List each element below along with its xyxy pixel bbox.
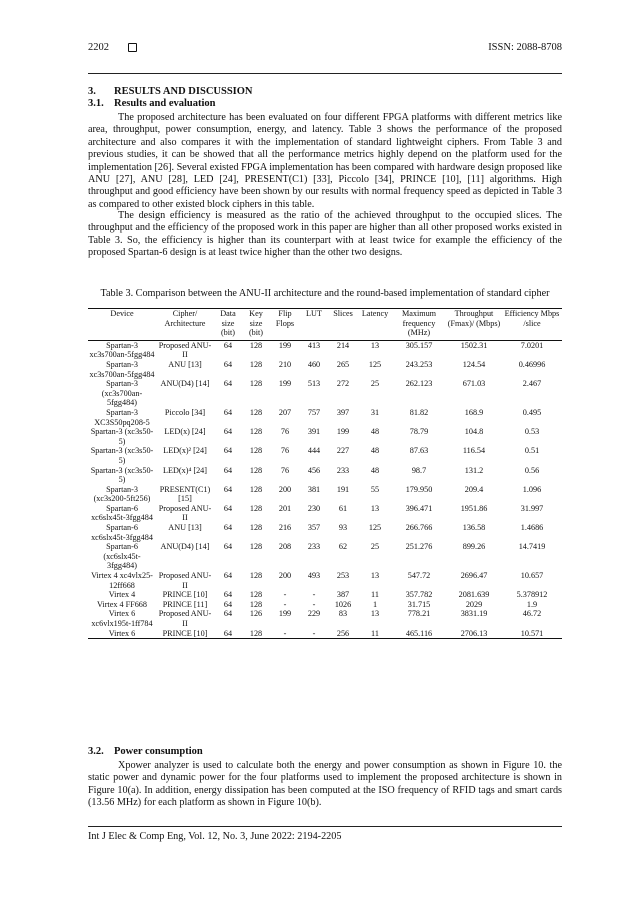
- paragraph: The design efficiency is measured as the ratio of the achieved throughput to the occupied slices. The throughput and the efficiency of the proposed work in this paper are higher than all other proposed works existed in Table 3. So, the efficiency is higher than its counterpart with at least twice for example the efficiency of the proposed Spartan-6 design is at least twice higher than the other two designs.: [88, 210, 562, 259]
- table-cell: 10.571: [502, 629, 562, 639]
- table-cell: 10.657: [520, 571, 544, 581]
- table-cell: 13: [370, 609, 380, 619]
- table-cell: 444: [307, 446, 321, 456]
- square-bullet-icon: [128, 43, 137, 52]
- table-cell: 381: [307, 484, 321, 494]
- table-cell: LED(x)² [24]: [163, 446, 207, 456]
- table-cell: 128: [249, 590, 263, 600]
- table-cell: 64: [223, 427, 233, 437]
- column-header: Flip Flops: [270, 309, 300, 341]
- table-cell: 46.72: [522, 609, 542, 619]
- table-cell: 357: [307, 523, 321, 533]
- table-cell: 128: [242, 629, 270, 639]
- table-cell: Virtex 6 xc6vlx195t-1ff784: [91, 609, 153, 628]
- table-cell: 48: [370, 446, 380, 456]
- table-body: [88, 340, 562, 638]
- table-cell: 76: [280, 427, 290, 437]
- table-cell: 25: [370, 542, 380, 552]
- column-header: Data size (bit): [214, 309, 242, 341]
- table-cell: 2696.47: [460, 571, 488, 581]
- table-cell: 200: [278, 571, 292, 581]
- table-cell: 124.54: [462, 359, 486, 369]
- table-row: [88, 590, 562, 600]
- table-row: [88, 466, 562, 485]
- table-cell: 61: [338, 503, 348, 513]
- table-cell: PRINCE [11]: [162, 599, 208, 609]
- table-cell: 116.54: [462, 446, 486, 456]
- table-row: [88, 571, 562, 590]
- table-cell: 357.782: [405, 590, 433, 600]
- column-header: Key size (bit): [242, 309, 270, 341]
- table-cell: 64: [223, 590, 233, 600]
- table-cell: 547.72: [407, 571, 431, 581]
- table-cell: 179.950: [405, 484, 433, 494]
- table-cell: -: [312, 599, 316, 609]
- table-cell: 13: [370, 503, 380, 513]
- subsection-heading-power: [88, 746, 203, 757]
- table-cell: Proposed ANU-II: [158, 340, 212, 360]
- table-cell: 128: [249, 465, 263, 475]
- table-cell: 256: [328, 629, 358, 639]
- table-cell: 0.53: [524, 427, 540, 437]
- table-cell: 460: [307, 359, 321, 369]
- table-row: [88, 446, 562, 465]
- table-cell: ANU [13]: [168, 523, 202, 533]
- table-cell: 62: [338, 542, 348, 552]
- footer-rule: [88, 826, 562, 827]
- header-rule: [88, 73, 562, 74]
- table-cell: 2706.13: [446, 629, 502, 639]
- table-row: [88, 504, 562, 523]
- table-cell: ANU(D4) [14]: [160, 379, 210, 389]
- table-cell: Spartan-3 (xc3s50-5): [90, 446, 154, 465]
- table-cell: 0.51: [524, 446, 540, 456]
- table-cell: 899.26: [462, 542, 486, 552]
- table-cell: 265: [336, 359, 350, 369]
- table-cell: 0.46996: [518, 359, 546, 369]
- table-cell: 31.715: [407, 599, 431, 609]
- table-cell: Virtex 4: [108, 590, 136, 600]
- page-number: 2202: [88, 42, 109, 53]
- table-cell: 493: [307, 571, 321, 581]
- table-cell: 199: [278, 609, 292, 619]
- table-header-row: [88, 309, 562, 341]
- table-cell: Spartan-6 xc6slx45t-3fgg484: [91, 523, 153, 542]
- table-cell: 262.123: [405, 379, 433, 389]
- table-cell: 391: [307, 427, 321, 437]
- table-cell: 128: [249, 446, 263, 456]
- table-cell: 128: [249, 571, 263, 581]
- table-cell: Proposed ANU-II: [158, 609, 212, 628]
- table-cell: 3831.19: [460, 609, 488, 619]
- table-cell: 13: [370, 571, 380, 581]
- column-header: Maximum frequency (MHz): [392, 309, 446, 341]
- table-cell: 5.378912: [516, 590, 548, 600]
- table-cell: -: [312, 590, 316, 600]
- table-cell: 209.4: [464, 484, 484, 494]
- table-row: [88, 427, 562, 446]
- table-cell: 0.56: [524, 465, 540, 475]
- table-cell: 128: [249, 379, 263, 389]
- table-cell: 397: [336, 407, 350, 417]
- table-cell: 64: [223, 503, 233, 513]
- table-caption: Table 3. Comparison between the ANU-II architecture and the round-based implementation of standard cipher: [100, 288, 550, 299]
- table-row: [88, 408, 562, 427]
- table-row: [88, 379, 562, 408]
- table-cell: 207: [278, 407, 292, 417]
- table-cell: 128: [249, 407, 263, 417]
- table-cell: Spartan-6 xc6slx45t-3fgg484: [91, 503, 153, 523]
- table-cell: 778.21: [407, 609, 431, 619]
- column-header: Throughput (Fmax)/ (Mbps): [446, 309, 502, 341]
- table-cell: 31: [370, 407, 380, 417]
- table-cell: 214: [336, 340, 350, 350]
- table-cell: 128: [249, 359, 263, 369]
- table-cell: 64: [223, 446, 233, 456]
- table-cell: -: [283, 590, 287, 600]
- table-cell: 210: [278, 359, 292, 369]
- table-cell: 396.471: [405, 503, 433, 513]
- table-cell: 1.9: [526, 599, 538, 609]
- table-cell: 191: [336, 484, 350, 494]
- table-cell: 1.4686: [520, 523, 544, 533]
- table-cell: 128: [249, 427, 263, 437]
- table-cell: Virtex 4 FF668: [97, 599, 147, 609]
- table-cell: 1.096: [522, 484, 542, 494]
- table-cell: ANU(D4) [14]: [160, 542, 210, 552]
- table-cell: 125: [368, 359, 382, 369]
- table-cell: -: [270, 629, 300, 639]
- column-header: Device: [88, 309, 156, 341]
- table-cell: 168.9: [464, 407, 484, 417]
- table-cell: Proposed ANU-II: [158, 503, 212, 523]
- table-cell: 513: [307, 379, 321, 389]
- table-cell: 64: [223, 609, 233, 619]
- table-cell: 671.03: [462, 379, 486, 389]
- table-cell: Spartan-3 (xc3s200-5ft256): [93, 484, 151, 504]
- table-cell: 2.467: [522, 379, 542, 389]
- table-cell: 81.82: [409, 407, 429, 417]
- table-cell: 2029: [465, 599, 483, 609]
- table-cell: 1026: [334, 599, 352, 609]
- table-cell: 243.253: [405, 359, 433, 369]
- table-cell: 76: [280, 465, 290, 475]
- table-cell: 230: [307, 503, 321, 513]
- table-cell: 208: [278, 542, 292, 552]
- table-cell: 272: [336, 379, 350, 389]
- table-cell: 7.0201: [520, 340, 544, 350]
- table-cell: Virtex 6: [88, 629, 156, 639]
- table-cell: 128: [249, 340, 263, 350]
- table-row: [88, 629, 562, 639]
- table-cell: 48: [370, 427, 380, 437]
- table-cell: 25: [370, 379, 380, 389]
- column-header: Cipher/ Architecture: [156, 309, 214, 341]
- column-header: Latency: [358, 309, 392, 341]
- table-cell: LED(x)⁴ [24]: [162, 465, 207, 475]
- table-cell: 93: [338, 523, 348, 533]
- table-cell: 76: [280, 446, 290, 456]
- subsection-title: Power consumption: [114, 746, 203, 757]
- table-cell: 1: [372, 599, 378, 609]
- table-row: [88, 340, 562, 360]
- table-cell: 11: [358, 629, 392, 639]
- table-cell: 64: [214, 629, 242, 639]
- table-cell: 200: [278, 484, 292, 494]
- table-cell: PRINCE [10]: [156, 629, 214, 639]
- table-cell: 229: [307, 609, 321, 619]
- table-cell: 305.157: [405, 340, 433, 350]
- table-cell: -: [283, 599, 287, 609]
- table-cell: Spartan-3 XC3S50pq208-5: [94, 407, 150, 427]
- table-cell: Spartan-3 (xc3s700an-5fgg484): [101, 379, 143, 408]
- issn: ISSN: 2088-8708: [488, 42, 562, 53]
- table-cell: 128: [249, 484, 263, 494]
- table-cell: 64: [223, 571, 233, 581]
- table-cell: Spartan-6 (xc6slx45t-3fgg484): [103, 542, 141, 571]
- table-cell: 233: [336, 465, 350, 475]
- table-cell: Proposed ANU-II: [158, 571, 212, 590]
- table-cell: 125: [368, 523, 382, 533]
- table-cell: 199: [278, 379, 292, 389]
- comparison-table: [88, 308, 562, 639]
- subsection-number: 3.1.: [88, 98, 104, 109]
- table-cell: 64: [223, 359, 233, 369]
- table-cell: 201: [278, 503, 292, 513]
- table-cell: 64: [223, 523, 233, 533]
- table-row: [88, 609, 562, 628]
- table-cell: 64: [223, 465, 233, 475]
- table-row: [88, 360, 562, 379]
- table-cell: 64: [223, 379, 233, 389]
- subsection-heading-results: [88, 98, 216, 109]
- table-cell: 64: [223, 340, 233, 350]
- page-header: [88, 40, 562, 58]
- table-cell: 233: [307, 542, 321, 552]
- table-cell: Piccolo [34]: [164, 407, 206, 417]
- section-number: 3.: [88, 86, 96, 97]
- table-cell: 11: [371, 590, 379, 600]
- footer-citation: Int J Elec & Comp Eng, Vol. 12, No. 3, June 2022: 2194-2205: [88, 831, 342, 842]
- table-cell: 64: [223, 407, 233, 417]
- table-row: [88, 485, 562, 504]
- table-cell: 64: [223, 599, 233, 609]
- table-cell: LED(x) [24]: [164, 427, 206, 437]
- table-cell: 199: [336, 427, 350, 437]
- table-cell: 128: [249, 503, 263, 513]
- subsection-title: Results and evaluation: [114, 98, 216, 109]
- table-cell: 48: [370, 465, 380, 475]
- paragraph: Xpower analyzer is used to calculate both the energy and power consumption as shown in Figure 10. the static power and dynamic power for the four platforms used to implement the proposed architecture is shown in Figure 10(a). In addition, energy dissipation has been computed at the ISO frequency of RFID tags and smart cards (13.56 MHz) for each platform as shown in Figure 10(b).: [88, 760, 562, 809]
- table-cell: -: [300, 629, 328, 639]
- table-cell: 64: [223, 542, 233, 552]
- table-cell: Spartan-3 (xc3s50-5): [90, 427, 154, 446]
- table-cell: 757: [307, 407, 321, 417]
- table-cell: 98.7: [411, 465, 427, 475]
- table-cell: 14.7419: [518, 542, 546, 552]
- table-row: [88, 523, 562, 542]
- table-cell: 64: [223, 484, 233, 494]
- table-cell: 2081.639: [458, 590, 490, 600]
- table-cell: 87.63: [409, 446, 429, 456]
- table-cell: 1502.31: [460, 340, 488, 350]
- table-cell: 55: [370, 484, 380, 494]
- table-cell: 126: [249, 609, 263, 619]
- table-row: [88, 600, 562, 610]
- table-cell: 251.276: [405, 542, 433, 552]
- table-cell: 104.8: [464, 427, 484, 437]
- table-cell: 131.2: [464, 465, 484, 475]
- column-header: Efficiency Mbps /slice: [502, 309, 562, 341]
- table-cell: PRINCE [10]: [162, 590, 208, 600]
- table-cell: 128: [249, 599, 263, 609]
- table-cell: 465.116: [392, 629, 446, 639]
- table-cell: 128: [249, 523, 263, 533]
- column-header: Slices: [328, 309, 358, 341]
- section-title: RESULTS AND DISCUSSION: [114, 86, 253, 97]
- table-cell: 128: [249, 542, 263, 552]
- section-heading: [88, 86, 253, 97]
- table-cell: 78.79: [409, 427, 429, 437]
- table-cell: 1951.86: [460, 503, 488, 513]
- table-cell: 13: [370, 340, 380, 350]
- subsection-number: 3.2.: [88, 746, 104, 757]
- table-cell: Spartan-3 xc3s700an-5fgg484: [89, 359, 155, 379]
- table-cell: 0.495: [522, 407, 542, 417]
- table-cell: 413: [307, 340, 321, 350]
- table-cell: 227: [336, 446, 350, 456]
- table-cell: 136.58: [462, 523, 486, 533]
- table-cell: ANU [13]: [168, 359, 202, 369]
- table-cell: PRESENT(C1) [15]: [159, 484, 211, 504]
- table-cell: 199: [278, 340, 292, 350]
- table-cell: Virtex 4 xc4vlx25-12ff668: [91, 571, 153, 590]
- table-row: [88, 542, 562, 571]
- column-header: LUT: [300, 309, 328, 341]
- table-cell: 83: [338, 609, 348, 619]
- table-cell: 387: [336, 590, 350, 600]
- table-cell: Spartan-3 (xc3s50-5): [90, 465, 154, 485]
- table-cell: 456: [307, 465, 321, 475]
- table-cell: Spartan-3 xc3s700an-5fgg484: [89, 340, 155, 360]
- table-cell: 266.766: [405, 523, 433, 533]
- table-cell: 31.997: [520, 503, 544, 513]
- paragraph: The proposed architecture has been evaluated on four different FPGA platforms with different metrics like area, throughput, power consumption, energy, and latency. Table 3 shows the performance of the proposed architecture and also compares it with the implementation of standard lightweight ciphers. From Table 3 and previous studies, it can be showed that all the performance metrics highly depend on the platform used for the implementation [26]. Several existed FPGA implementation has been compared with hardware design proposed like ANU [27], ANU [28], LED [24], PRESENT(C1) [33], Piccolo [34], PRINCE [10], [11] algorithms. High throughput and good efficiency have been shown by our results with normal frequency speed as depicted in Table 3 as compared to other existed block ciphers in this table.: [88, 112, 562, 210]
- table-cell: 253: [336, 571, 350, 581]
- table-cell: 216: [278, 523, 292, 533]
